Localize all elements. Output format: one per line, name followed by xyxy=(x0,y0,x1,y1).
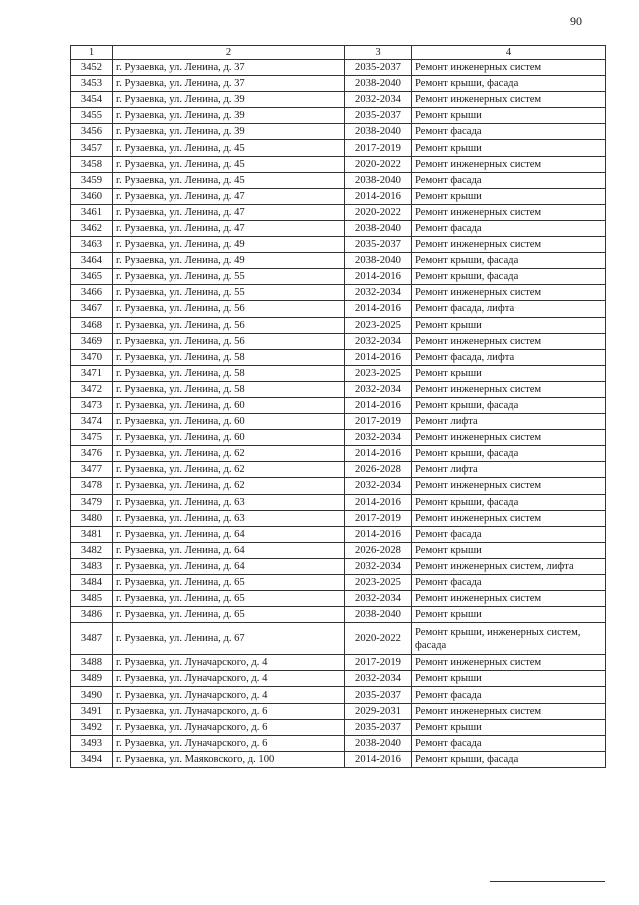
column-header-address: 2 xyxy=(113,46,345,60)
address-cell: г. Рузаевка, ул. Ленина, д. 60 xyxy=(113,414,345,430)
address-cell: г. Рузаевка, ул. Ленина, д. 45 xyxy=(113,140,345,156)
table-row xyxy=(71,430,606,446)
period-cell: 2032-2034 xyxy=(345,285,412,301)
address-cell: г. Рузаевка, ул. Ленина, д. 67 xyxy=(113,623,345,655)
period-cell: 2026-2028 xyxy=(345,542,412,558)
address-cell: г. Рузаевка, ул. Ленина, д. 45 xyxy=(113,156,345,172)
table-row xyxy=(71,381,606,397)
work-type-cell: Ремонт крыши xyxy=(412,317,606,333)
work-type-cell: Ремонт лифта xyxy=(412,414,606,430)
address-cell: г. Рузаевка, ул. Ленина, д. 49 xyxy=(113,253,345,269)
row-number-cell: 3480 xyxy=(71,510,113,526)
row-number-cell: 3473 xyxy=(71,397,113,413)
work-type-cell: Ремонт фасада, лифта xyxy=(412,301,606,317)
period-cell: 2017-2019 xyxy=(345,510,412,526)
address-cell: г. Рузаевка, ул. Ленина, д. 39 xyxy=(113,124,345,140)
work-type-cell: Ремонт фасада xyxy=(412,735,606,751)
row-number-cell: 3453 xyxy=(71,76,113,92)
work-type-cell: Ремонт инженерных систем xyxy=(412,237,606,253)
address-cell: г. Рузаевка, ул. Ленина, д. 60 xyxy=(113,397,345,413)
table-row xyxy=(71,317,606,333)
work-type-cell: Ремонт фасада xyxy=(412,687,606,703)
row-number-cell: 3472 xyxy=(71,381,113,397)
period-cell: 2017-2019 xyxy=(345,414,412,430)
period-cell: 2023-2025 xyxy=(345,575,412,591)
column-header-work-type: 4 xyxy=(412,46,606,60)
period-cell: 2023-2025 xyxy=(345,365,412,381)
row-number-cell: 3466 xyxy=(71,285,113,301)
table-row xyxy=(71,76,606,92)
address-cell: г. Рузаевка, ул. Ленина, д. 47 xyxy=(113,220,345,236)
address-cell: г. Рузаевка, ул. Ленина, д. 64 xyxy=(113,558,345,574)
period-cell: 2014-2016 xyxy=(345,446,412,462)
period-cell: 2032-2034 xyxy=(345,381,412,397)
address-cell: г. Рузаевка, ул. Ленина, д. 56 xyxy=(113,333,345,349)
row-number-cell: 3481 xyxy=(71,526,113,542)
row-number-cell: 3469 xyxy=(71,333,113,349)
row-number-cell: 3452 xyxy=(71,60,113,76)
period-cell: 2014-2016 xyxy=(345,301,412,317)
table-row xyxy=(71,671,606,687)
period-cell: 2032-2034 xyxy=(345,671,412,687)
page-number: 90 xyxy=(570,14,582,28)
period-cell: 2014-2016 xyxy=(345,751,412,767)
row-number-cell: 3487 xyxy=(71,623,113,655)
work-type-cell: Ремонт инженерных систем xyxy=(412,655,606,671)
work-type-cell: Ремонт инженерных систем xyxy=(412,285,606,301)
row-number-cell: 3459 xyxy=(71,172,113,188)
table-row xyxy=(71,204,606,220)
period-cell: 2017-2019 xyxy=(345,140,412,156)
address-cell: г. Рузаевка, ул. Ленина, д. 47 xyxy=(113,188,345,204)
work-type-cell: Ремонт крыши, фасада xyxy=(412,397,606,413)
work-type-cell: Ремонт инженерных систем xyxy=(412,381,606,397)
row-number-cell: 3475 xyxy=(71,430,113,446)
work-type-cell: Ремонт инженерных систем, лифта xyxy=(412,558,606,574)
work-type-cell: Ремонт инженерных систем xyxy=(412,60,606,76)
period-cell: 2014-2016 xyxy=(345,397,412,413)
address-cell: г. Рузаевка, ул. Ленина, д. 62 xyxy=(113,446,345,462)
table-row xyxy=(71,526,606,542)
table-row xyxy=(71,510,606,526)
period-cell: 2038-2040 xyxy=(345,124,412,140)
table-row xyxy=(71,719,606,735)
table-row xyxy=(71,285,606,301)
row-number-cell: 3484 xyxy=(71,575,113,591)
table-row xyxy=(71,575,606,591)
period-cell: 2032-2034 xyxy=(345,430,412,446)
table-row xyxy=(71,462,606,478)
address-cell: г. Рузаевка, ул. Ленина, д. 58 xyxy=(113,349,345,365)
table-row xyxy=(71,172,606,188)
row-number-cell: 3471 xyxy=(71,365,113,381)
address-cell: г. Рузаевка, ул. Ленина, д. 39 xyxy=(113,92,345,108)
address-cell: г. Рузаевка, ул. Ленина, д. 47 xyxy=(113,204,345,220)
address-cell: г. Рузаевка, ул. Ленина, д. 49 xyxy=(113,237,345,253)
table-row xyxy=(71,591,606,607)
work-type-cell: Ремонт инженерных систем xyxy=(412,703,606,719)
period-cell: 2017-2019 xyxy=(345,655,412,671)
work-type-cell: Ремонт инженерных систем xyxy=(412,204,606,220)
period-cell: 2023-2025 xyxy=(345,317,412,333)
address-cell: г. Рузаевка, ул. Луначарского, д. 6 xyxy=(113,735,345,751)
table-row xyxy=(71,333,606,349)
address-cell: г. Рузаевка, ул. Ленина, д. 62 xyxy=(113,478,345,494)
period-cell: 2038-2040 xyxy=(345,735,412,751)
period-cell: 2032-2034 xyxy=(345,591,412,607)
column-header-period: 3 xyxy=(345,46,412,60)
table-body xyxy=(71,46,606,768)
row-number-cell: 3463 xyxy=(71,237,113,253)
row-number-cell: 3486 xyxy=(71,607,113,623)
period-cell: 2038-2040 xyxy=(345,76,412,92)
period-cell: 2035-2037 xyxy=(345,60,412,76)
work-type-cell: Ремонт крыши xyxy=(412,719,606,735)
table-row xyxy=(71,253,606,269)
table-row xyxy=(71,558,606,574)
row-number-cell: 3482 xyxy=(71,542,113,558)
period-cell: 2029-2031 xyxy=(345,703,412,719)
work-type-cell: Ремонт крыши xyxy=(412,542,606,558)
work-type-cell: Ремонт лифта xyxy=(412,462,606,478)
period-cell: 2014-2016 xyxy=(345,526,412,542)
row-number-cell: 3476 xyxy=(71,446,113,462)
row-number-cell: 3460 xyxy=(71,188,113,204)
table-row xyxy=(71,735,606,751)
table-row xyxy=(71,156,606,172)
row-number-cell: 3494 xyxy=(71,751,113,767)
row-number-cell: 3493 xyxy=(71,735,113,751)
address-cell: г. Рузаевка, ул. Ленина, д. 62 xyxy=(113,462,345,478)
work-type-cell: Ремонт крыши, фасада xyxy=(412,494,606,510)
address-cell: г. Рузаевка, ул. Ленина, д. 64 xyxy=(113,526,345,542)
address-cell: г. Рузаевка, ул. Ленина, д. 65 xyxy=(113,607,345,623)
row-number-cell: 3454 xyxy=(71,92,113,108)
address-cell: г. Рузаевка, ул. Ленина, д. 39 xyxy=(113,108,345,124)
work-type-cell: Ремонт фасада xyxy=(412,526,606,542)
work-type-cell: Ремонт фасада, лифта xyxy=(412,349,606,365)
table-row xyxy=(71,494,606,510)
period-cell: 2032-2034 xyxy=(345,558,412,574)
work-type-cell: Ремонт инженерных систем xyxy=(412,510,606,526)
work-type-cell: Ремонт крыши, фасада xyxy=(412,751,606,767)
address-cell: г. Рузаевка, ул. Луначарского, д. 6 xyxy=(113,719,345,735)
row-number-cell: 3485 xyxy=(71,591,113,607)
table-row xyxy=(71,703,606,719)
table-row xyxy=(71,220,606,236)
row-number-cell: 3489 xyxy=(71,671,113,687)
period-cell: 2038-2040 xyxy=(345,172,412,188)
row-number-cell: 3458 xyxy=(71,156,113,172)
address-cell: г. Рузаевка, ул. Ленина, д. 56 xyxy=(113,301,345,317)
address-cell: г. Рузаевка, ул. Луначарского, д. 4 xyxy=(113,671,345,687)
address-cell: г. Рузаевка, ул. Ленина, д. 60 xyxy=(113,430,345,446)
work-type-cell: Ремонт инженерных систем xyxy=(412,591,606,607)
address-cell: г. Рузаевка, ул. Ленина, д. 58 xyxy=(113,365,345,381)
work-type-cell: Ремонт крыши, фасада xyxy=(412,269,606,285)
work-type-cell: Ремонт крыши xyxy=(412,607,606,623)
work-type-cell: Ремонт фасада xyxy=(412,575,606,591)
period-cell: 2014-2016 xyxy=(345,188,412,204)
work-type-cell: Ремонт фасада xyxy=(412,172,606,188)
table-row xyxy=(71,269,606,285)
period-cell: 2014-2016 xyxy=(345,269,412,285)
work-type-cell: Ремонт крыши, фасада xyxy=(412,76,606,92)
row-number-cell: 3456 xyxy=(71,124,113,140)
row-number-cell: 3492 xyxy=(71,719,113,735)
period-cell: 2038-2040 xyxy=(345,220,412,236)
row-number-cell: 3477 xyxy=(71,462,113,478)
period-cell: 2020-2022 xyxy=(345,204,412,220)
address-cell: г. Рузаевка, ул. Ленина, д. 63 xyxy=(113,494,345,510)
address-cell: г. Рузаевка, ул. Ленина, д. 58 xyxy=(113,381,345,397)
period-cell: 2020-2022 xyxy=(345,623,412,655)
footer-rule xyxy=(490,881,605,882)
table-row xyxy=(71,124,606,140)
table-row xyxy=(71,751,606,767)
period-cell: 2035-2037 xyxy=(345,237,412,253)
address-cell: г. Рузаевка, ул. Ленина, д. 37 xyxy=(113,60,345,76)
table-row xyxy=(71,446,606,462)
address-cell: г. Рузаевка, ул. Ленина, д. 55 xyxy=(113,285,345,301)
row-number-cell: 3468 xyxy=(71,317,113,333)
work-type-cell: Ремонт крыши xyxy=(412,188,606,204)
table-row xyxy=(71,542,606,558)
row-number-cell: 3461 xyxy=(71,204,113,220)
address-cell: г. Рузаевка, ул. Ленина, д. 56 xyxy=(113,317,345,333)
table-row xyxy=(71,301,606,317)
row-number-cell: 3455 xyxy=(71,108,113,124)
table-row xyxy=(71,687,606,703)
work-type-cell: Ремонт инженерных систем xyxy=(412,156,606,172)
row-number-cell: 3491 xyxy=(71,703,113,719)
table-row xyxy=(71,607,606,623)
work-type-cell: Ремонт фасада xyxy=(412,220,606,236)
table-row xyxy=(71,397,606,413)
row-number-cell: 3465 xyxy=(71,269,113,285)
table-row xyxy=(71,414,606,430)
table-row xyxy=(71,92,606,108)
work-type-cell: Ремонт крыши, фасада xyxy=(412,446,606,462)
table-row xyxy=(71,60,606,76)
work-type-cell: Ремонт инженерных систем xyxy=(412,430,606,446)
table-row xyxy=(71,365,606,381)
period-cell: 2020-2022 xyxy=(345,156,412,172)
column-header-number: 1 xyxy=(71,46,113,60)
work-type-cell: Ремонт крыши xyxy=(412,140,606,156)
row-number-cell: 3474 xyxy=(71,414,113,430)
table-row xyxy=(71,623,606,655)
address-cell: г. Рузаевка, ул. Ленина, д. 63 xyxy=(113,510,345,526)
period-cell: 2038-2040 xyxy=(345,607,412,623)
address-cell: г. Рузаевка, ул. Ленина, д. 64 xyxy=(113,542,345,558)
address-cell: г. Рузаевка, ул. Луначарского, д. 4 xyxy=(113,687,345,703)
work-type-cell: Ремонт крыши xyxy=(412,108,606,124)
row-number-cell: 3464 xyxy=(71,253,113,269)
period-cell: 2032-2034 xyxy=(345,92,412,108)
row-number-cell: 3462 xyxy=(71,220,113,236)
address-cell: г. Рузаевка, ул. Луначарского, д. 6 xyxy=(113,703,345,719)
row-number-cell: 3457 xyxy=(71,140,113,156)
work-type-cell: Ремонт инженерных систем xyxy=(412,478,606,494)
work-type-cell: Ремонт крыши xyxy=(412,671,606,687)
address-cell: г. Рузаевка, ул. Ленина, д. 55 xyxy=(113,269,345,285)
address-cell: г. Рузаевка, ул. Ленина, д. 65 xyxy=(113,575,345,591)
address-cell: г. Рузаевка, ул. Ленина, д. 45 xyxy=(113,172,345,188)
period-cell: 2035-2037 xyxy=(345,719,412,735)
period-cell: 2032-2034 xyxy=(345,333,412,349)
address-cell: г. Рузаевка, ул. Луначарского, д. 4 xyxy=(113,655,345,671)
work-type-cell: Ремонт инженерных систем xyxy=(412,333,606,349)
repair-schedule-table xyxy=(70,45,606,768)
row-number-cell: 3467 xyxy=(71,301,113,317)
period-cell: 2035-2037 xyxy=(345,108,412,124)
address-cell: г. Рузаевка, ул. Ленина, д. 37 xyxy=(113,76,345,92)
table-row xyxy=(71,188,606,204)
table-row xyxy=(71,655,606,671)
table-row xyxy=(71,349,606,365)
row-number-cell: 3470 xyxy=(71,349,113,365)
table-row xyxy=(71,108,606,124)
period-cell: 2038-2040 xyxy=(345,253,412,269)
address-cell: г. Рузаевка, ул. Маяковского, д. 100 xyxy=(113,751,345,767)
work-type-cell: Ремонт фасада xyxy=(412,124,606,140)
period-cell: 2032-2034 xyxy=(345,478,412,494)
row-number-cell: 3488 xyxy=(71,655,113,671)
table-header-row xyxy=(71,46,606,60)
table-row xyxy=(71,237,606,253)
period-cell: 2014-2016 xyxy=(345,494,412,510)
row-number-cell: 3483 xyxy=(71,558,113,574)
row-number-cell: 3478 xyxy=(71,478,113,494)
table-row xyxy=(71,478,606,494)
work-type-cell: Ремонт крыши, инженерных систем, фасада xyxy=(412,623,606,655)
period-cell: 2014-2016 xyxy=(345,349,412,365)
work-type-cell: Ремонт крыши, фасада xyxy=(412,253,606,269)
address-cell: г. Рузаевка, ул. Ленина, д. 65 xyxy=(113,591,345,607)
table-row xyxy=(71,140,606,156)
period-cell: 2026-2028 xyxy=(345,462,412,478)
row-number-cell: 3490 xyxy=(71,687,113,703)
work-type-cell: Ремонт инженерных систем xyxy=(412,92,606,108)
period-cell: 2035-2037 xyxy=(345,687,412,703)
work-type-cell: Ремонт крыши xyxy=(412,365,606,381)
row-number-cell: 3479 xyxy=(71,494,113,510)
